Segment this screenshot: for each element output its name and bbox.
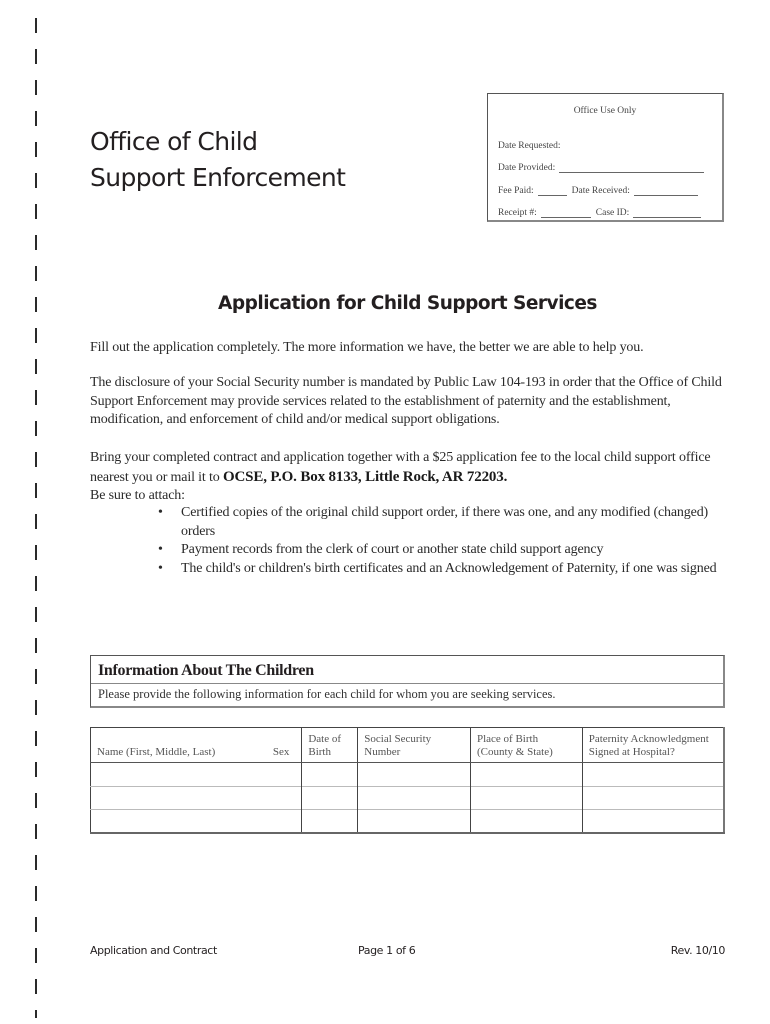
date-requested-label: Date Requested:	[498, 140, 561, 151]
receipt-label: Receipt #:	[498, 208, 537, 218]
col-header-paternity-line1: Paternity Acknowledgment	[588, 733, 709, 745]
org-title-line-1: Office of Child	[90, 127, 258, 156]
case-id-label: Case ID:	[595, 208, 630, 218]
cell-ssn[interactable]	[358, 786, 471, 810]
date-received-label: Date Received:	[571, 185, 630, 196]
cell-dob[interactable]	[302, 763, 358, 787]
col-header-name-sex	[91, 728, 302, 763]
attach-label: Be sure to attach:	[90, 488, 185, 503]
organization-title	[90, 124, 345, 196]
date-provided-field[interactable]	[559, 163, 704, 173]
cell-place-of-birth[interactable]	[470, 810, 582, 834]
cell-dob[interactable]	[302, 786, 358, 810]
attachments-list	[155, 504, 725, 578]
section-subtitle: Please provide the following information for each child for whom you are seeking services.	[98, 687, 556, 701]
instructions-paragraph	[90, 449, 730, 506]
cell-name-sex[interactable]	[91, 763, 302, 787]
fee-paid-label: Fee Paid:	[498, 185, 534, 196]
office-use-title: Office Use Only	[573, 106, 637, 116]
cell-place-of-birth[interactable]	[470, 786, 582, 810]
col-header-dob-line1: Date of	[308, 733, 342, 745]
section-title: Information About The Children	[91, 656, 723, 684]
col-header-place-of-birth	[470, 728, 582, 763]
col-header-sex: Sex	[272, 746, 290, 758]
footer-revision: Rev. 10/10	[670, 944, 725, 957]
cell-dob[interactable]	[302, 810, 358, 834]
cell-name-sex[interactable]	[91, 786, 302, 810]
children-section-header	[90, 655, 725, 708]
col-header-ssn	[358, 728, 471, 763]
mailing-address: OCSE, P.O. Box 8133, Little Rock, AR 72203.	[222, 468, 508, 485]
cell-place-of-birth[interactable]	[470, 763, 582, 787]
fee-paid-field[interactable]	[538, 186, 567, 196]
org-title-line-2: Support Enforcement	[90, 163, 346, 192]
instructions-text: Bring your completed contract and application together with a $25 application fee to the local child support office nearest you or mail it to	[90, 450, 711, 485]
col-header-paternity	[582, 728, 724, 763]
fee-paid-row	[498, 173, 712, 196]
intro-paragraph: Fill out the application completely. The more information we have, the better we are able to help you.	[90, 340, 644, 355]
table-row	[91, 763, 725, 787]
table-row	[91, 810, 725, 834]
date-requested-row	[498, 128, 712, 151]
children-info-table	[90, 727, 725, 834]
col-header-ssn-line1: Social Security	[364, 733, 432, 745]
attachment-item: • The child's or children's birth certificates and an Acknowledgement of Paternity, if one was signed	[155, 560, 725, 579]
footer-document-name: Application and Contract	[90, 944, 217, 957]
col-header-paternity-line2: Signed at Hospital?	[588, 746, 675, 758]
col-header-pob-line2: (County & State)	[476, 746, 553, 758]
cell-paternity[interactable]	[582, 810, 724, 834]
col-header-ssn-line2: Number	[364, 746, 401, 758]
case-id-field[interactable]	[633, 208, 701, 218]
date-provided-label: Date Provided:	[498, 163, 556, 173]
cut-line-dashed	[35, 18, 37, 1018]
cell-paternity[interactable]	[582, 763, 724, 787]
receipt-field[interactable]	[541, 208, 591, 218]
attachment-item: • Payment records from the clerk of court or another state child support agency	[155, 541, 725, 560]
table-row	[91, 786, 725, 810]
receipt-row	[498, 196, 712, 219]
attachment-item: • Certified copies of the original child support order, if there was one, and any modified (changed) orders	[155, 504, 725, 541]
cell-name-sex[interactable]	[91, 810, 302, 834]
date-provided-row	[498, 151, 712, 174]
col-header-name: Name (First, Middle, Last)	[97, 746, 216, 758]
office-use-only-box	[487, 93, 724, 222]
form-title: Application for Child Support Services	[218, 293, 597, 314]
date-received-field[interactable]	[634, 186, 698, 196]
cell-paternity[interactable]	[582, 786, 724, 810]
col-header-dob-line2: Birth	[308, 746, 331, 758]
footer-page-number: Page 1 of 6	[358, 944, 416, 957]
col-header-pob-line1: Place of Birth	[476, 733, 539, 745]
cell-ssn[interactable]	[358, 810, 471, 834]
disclosure-paragraph: The disclosure of your Social Security number is mandated by Public Law 104-193 in order that the Office of Child Support Enforcement may provide services related to the establishment of paternity and the establishment, modification, and enforcement of child and/or medical support obligations.	[90, 375, 722, 427]
col-header-dob	[302, 728, 358, 763]
cell-ssn[interactable]	[358, 763, 471, 787]
table-header-row	[91, 728, 725, 763]
